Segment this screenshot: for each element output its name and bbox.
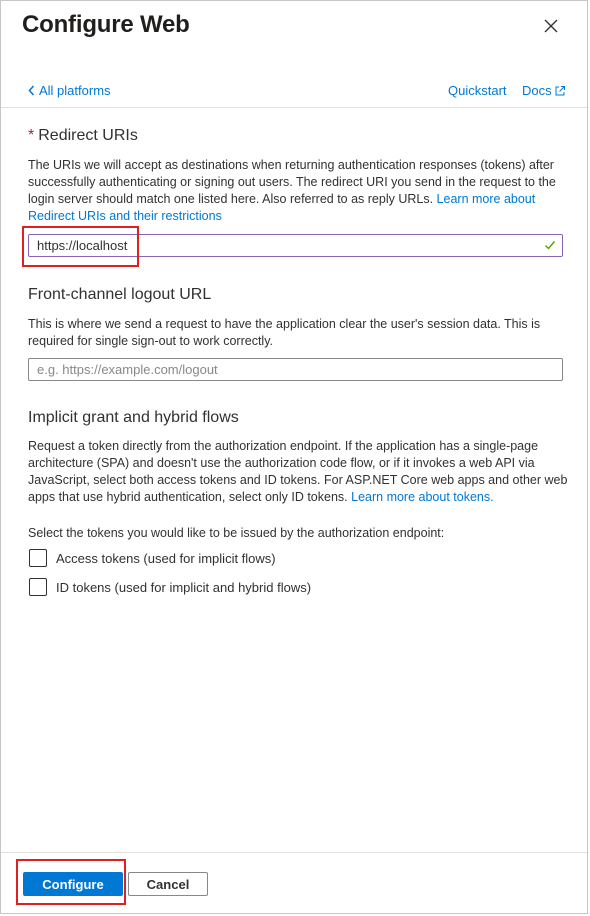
implicit-grant-description (28, 438, 568, 506)
redirect-uris-description-text: The URIs we will accept as destinations when returning authentication responses (tokens) after successfully authenticating or signing out users. The redirect URI you send in the request to the login server should match one listed here. Also referred to as reply URLs. (28, 158, 556, 206)
close-button[interactable] (540, 15, 562, 37)
logout-url-description: This is where we send a request to have the application clear the user's session data. This is required for single sign-out to work correctly. (28, 317, 541, 348)
redirect-uri-value: https://localhost (37, 238, 128, 253)
id-tokens-checkbox[interactable] (29, 578, 47, 596)
header-divider (1, 107, 587, 108)
panel-title: Configure Web (22, 11, 190, 38)
checkmark-icon (544, 239, 556, 251)
implicit-grant-description-text: Request a token directly from the authorization endpoint. If the application has a single-page architecture (SPA) and doesn't use the authorization code flow, or if it invokes a web API via JavaScript, select both access tokens and ID tokens. For ASP.NET Core web apps and other web apps that use hybrid authentication, select only ID tokens. (28, 439, 568, 504)
chevron-left-icon (28, 85, 35, 96)
redirect-uris-heading (28, 127, 138, 145)
implicit-grant-title: Implicit grant and hybrid flows (28, 409, 239, 426)
required-indicator: * (28, 127, 35, 144)
cancel-button[interactable]: Cancel (128, 872, 208, 896)
redirect-uris-description (28, 157, 568, 225)
docs-label: Docs (522, 83, 552, 98)
access-tokens-option[interactable] (29, 549, 276, 567)
id-tokens-option[interactable] (29, 578, 311, 596)
footer-divider (1, 852, 587, 853)
logout-url-field[interactable] (28, 358, 563, 381)
nav-row (1, 79, 587, 107)
configure-button[interactable]: Configure (23, 872, 123, 896)
token-select-prompt: Select the tokens you would like to be issued by the authorization endpoint: (28, 526, 445, 540)
external-link-icon (554, 85, 566, 97)
tokens-learn-more-link[interactable]: Learn more about tokens. (351, 490, 494, 504)
logout-url-input[interactable] (37, 362, 554, 377)
redirect-uri-input[interactable] (28, 234, 563, 257)
logout-url-title: Front-channel logout URL (28, 286, 212, 303)
docs-link[interactable] (522, 83, 566, 98)
close-icon (540, 15, 562, 37)
all-platforms-link[interactable] (28, 83, 111, 98)
access-tokens-label: Access tokens (used for implicit flows) (56, 550, 276, 566)
access-tokens-checkbox[interactable] (29, 549, 47, 567)
id-tokens-label: ID tokens (used for implicit and hybrid flows) (56, 579, 312, 595)
all-platforms-label: All platforms (39, 83, 111, 98)
redirect-uris-title: Redirect URIs (38, 127, 138, 144)
quickstart-link[interactable]: Quickstart (448, 83, 507, 98)
redirect-uris-learn-more-link[interactable]: Learn more about Redirect URIs and their restrictions (28, 192, 536, 223)
